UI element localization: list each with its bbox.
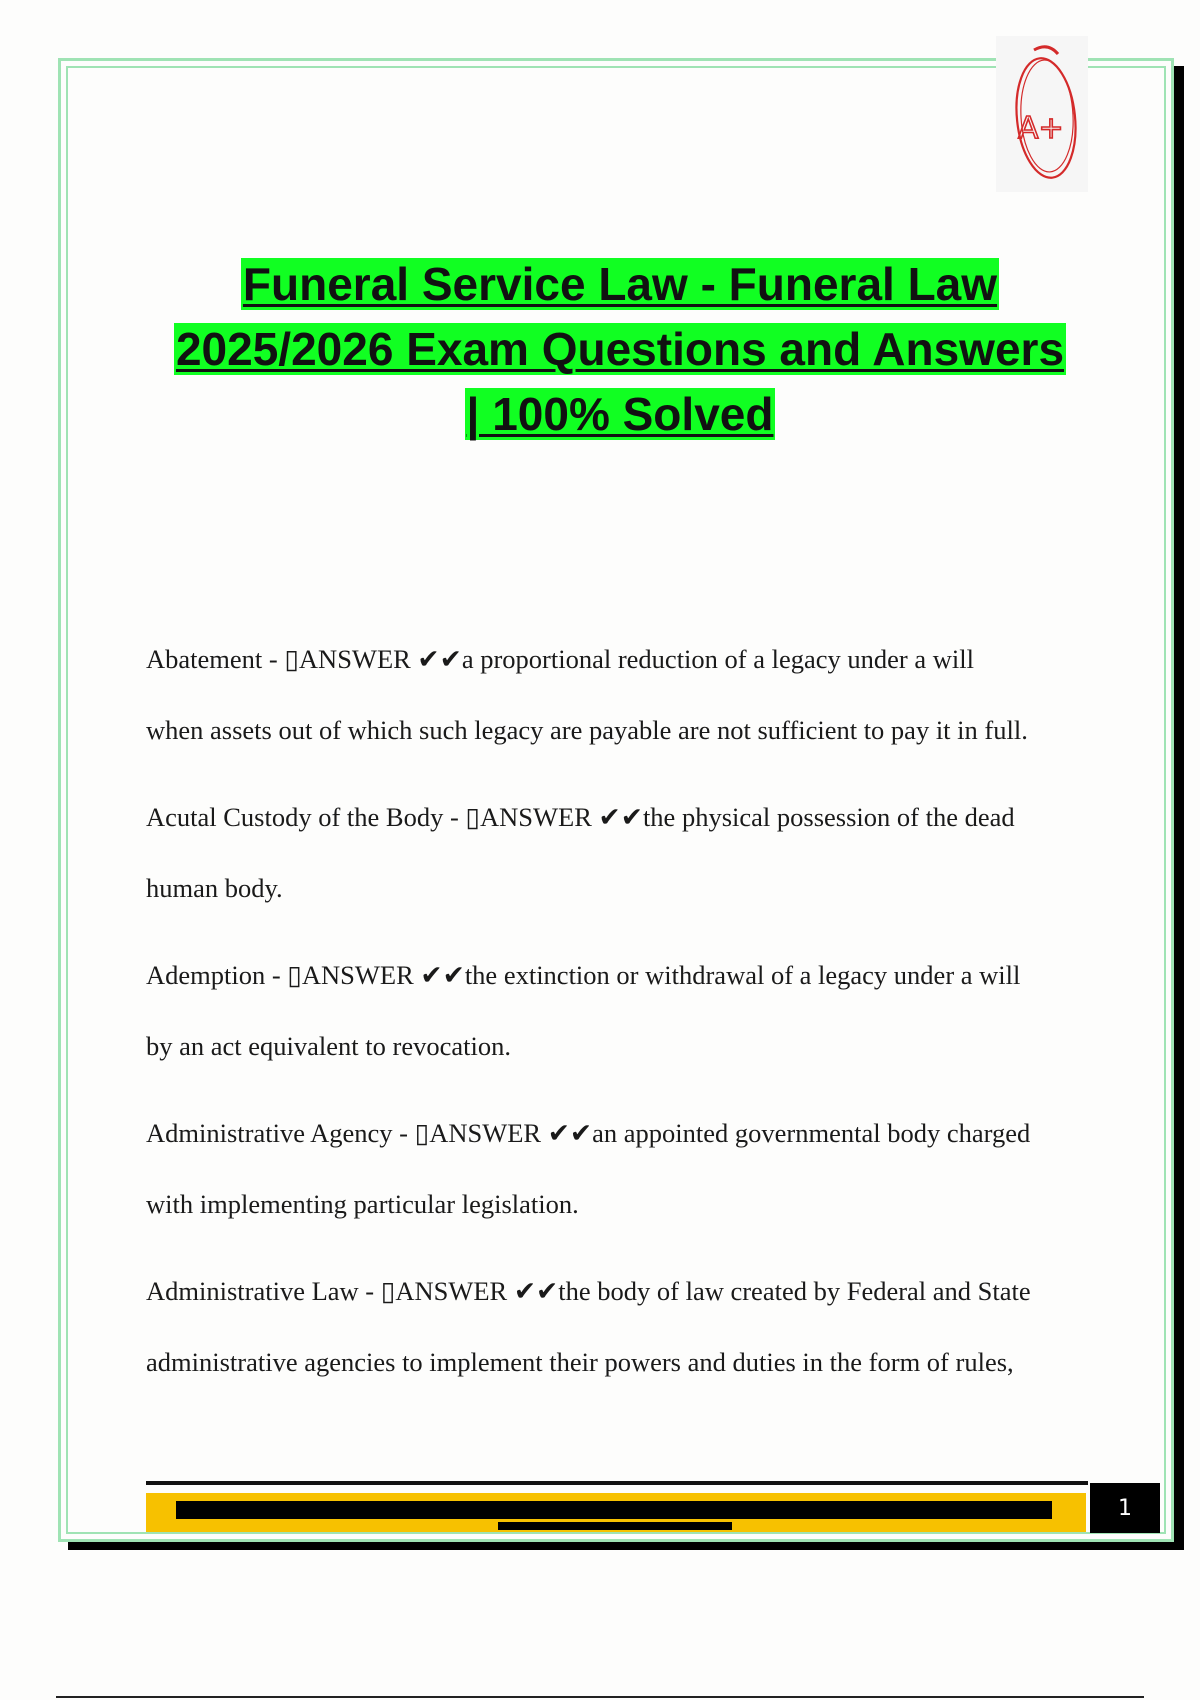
qa-entry-administrative-agency [146,1098,1096,1240]
footer-bar [146,1493,1086,1532]
qa-entry-line: Administrative Agency - ▯ANSWER ✔✔an appointed governmental body charged [146,1118,1031,1148]
qa-entry-line: Abatement - ▯ANSWER ✔✔a proportional reduction of a legacy under a will [146,644,974,674]
qa-entry-line: by an act equivalent to revocation. [146,1031,511,1061]
qa-entry-administrative-law [146,1256,1096,1398]
qa-entry-line: when assets out of which such legacy are payable are not sufficient to pay it in full. [146,715,1028,745]
qa-entry-line: administrative agencies to implement their powers and duties in the form of rules, [146,1347,1014,1377]
qa-entry-actual-custody [146,782,1096,924]
footer-bar-tab [498,1522,732,1530]
qa-entry-line: Ademption - ▯ANSWER ✔✔the extinction or withdrawal of a legacy under a will [146,960,1021,990]
title-line-3 [90,382,1150,447]
qa-entry-ademption [146,940,1096,1082]
grade-stamp-graphic [996,36,1088,192]
bottom-rule [56,1696,1144,1698]
qa-entry-line: human body. [146,873,283,903]
title-line-2-text: 2025/2026 Exam Questions and Answers [175,323,1065,375]
qa-entries [146,624,1096,1414]
qa-entry-line: Administrative Law - ▯ANSWER ✔✔the body of law created by Federal and State [146,1276,1031,1306]
title-line-1-text: Funeral Service Law - Funeral Law [242,258,998,310]
grade-stamp-text: A+ [1018,111,1064,146]
footer-bar-inner [176,1501,1052,1519]
qa-entry-line: Acutal Custody of the Body - ▯ANSWER ✔✔the physical possession of the dead [146,802,1015,832]
qa-entry-line: with implementing particular legislation. [146,1189,579,1219]
grade-stamp-image [996,36,1088,192]
qa-entry-abatement [146,624,1096,766]
footer-rule [146,1481,1088,1485]
page-number: 1 [1090,1483,1160,1533]
title-line-1 [90,252,1150,317]
title-line-3-text: | 100% Solved [466,388,774,440]
document-title [90,252,1150,447]
title-line-2 [90,317,1150,382]
